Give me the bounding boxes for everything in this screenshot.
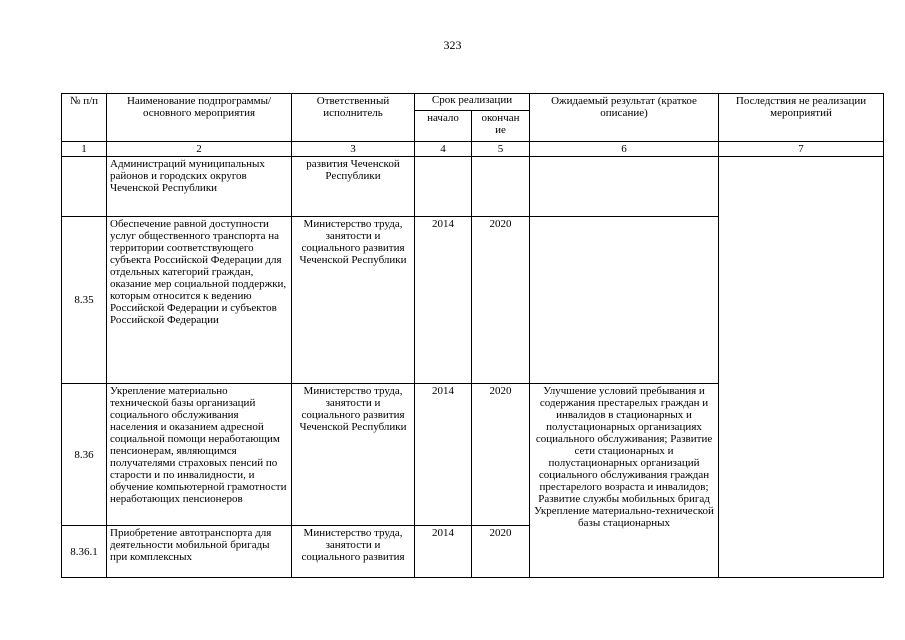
column-number: 5 xyxy=(472,142,530,157)
row-num: 8.36 xyxy=(62,384,107,526)
row-end: 2020 xyxy=(472,526,530,578)
header-num: № п/п xyxy=(62,94,107,142)
row-num xyxy=(62,157,107,217)
header-responsible: Ответственный исполнитель xyxy=(292,94,415,142)
column-number: 2 xyxy=(107,142,292,157)
column-number: 6 xyxy=(530,142,719,157)
row-result xyxy=(530,157,719,217)
page-number: 323 xyxy=(443,38,462,52)
row-end: 2020 xyxy=(472,384,530,526)
row-num: 8.35 xyxy=(62,217,107,384)
row-responsible: Министерство труда, занятости и социального развития Чеченской Республики xyxy=(292,217,415,384)
row-responsible: Министерство труда, занятости и социального развития xyxy=(292,526,415,578)
header-row-1 xyxy=(62,94,884,111)
row-responsible: развития Чеченской Республики xyxy=(292,157,415,217)
row-end xyxy=(472,157,530,217)
header-period: Срок реализации xyxy=(415,94,530,111)
column-number: 4 xyxy=(415,142,472,157)
row-start: 2014 xyxy=(415,217,472,384)
row-name: Укрепление материально технической базы организаций социального обслуживания населения и оказанием адресной социальной помощи неработающим пенсионерам, являющимся получателями страховых пенсий по старости и по инвалидности, и обучение компьютерной грамотности неработающих пенсионеров xyxy=(107,384,292,526)
program-table xyxy=(61,93,884,578)
column-number: 1 xyxy=(62,142,107,157)
header-end: окончан ие xyxy=(472,111,530,142)
column-number: 7 xyxy=(719,142,884,157)
row-start xyxy=(415,157,472,217)
row-num: 8.36.1 xyxy=(62,526,107,578)
column-number-row xyxy=(62,142,884,157)
row-result: Улучшение условий пребывания и содержания престарелых граждан и инвалидов в стационарных и полустационарных организациях социального обслуживания; Развитие сети стационарных и полустационарных организаций социального обслуживания граждан престарелого возраста и инвалидов; Развитие службы мобильных бригад Укрепление материально-технической базы стационарных xyxy=(530,384,719,578)
row-name: Приобретение автотранспорта для деятельности мобильной бригады при комплексных xyxy=(107,526,292,578)
table-row xyxy=(62,157,884,217)
header-name: Наименование подпрограммы/ основного мероприятия xyxy=(107,94,292,142)
row-start: 2014 xyxy=(415,526,472,578)
row-start: 2014 xyxy=(415,384,472,526)
header-consequences: Последствия не реализации мероприятий xyxy=(719,94,884,142)
consequences-cell xyxy=(719,157,884,578)
header-result: Ожидаемый результат (краткое описание) xyxy=(530,94,719,142)
row-name: Обеспечение равной доступности услуг общественного транспорта на территории соответствующего субъекта Российской Федерации для отдельных категорий граждан, оказание мер социальной поддержки, которым относится к ведению Российской Федерации и субъектов Российской Федерации xyxy=(107,217,292,384)
row-result xyxy=(530,217,719,384)
header-start: начало xyxy=(415,111,472,142)
row-end: 2020 xyxy=(472,217,530,384)
row-responsible: Министерство труда, занятости и социального развития Чеченской Республики xyxy=(292,384,415,526)
row-name: Администраций муниципальных районов и городских округов Чеченской Республики xyxy=(107,157,292,217)
column-number: 3 xyxy=(292,142,415,157)
